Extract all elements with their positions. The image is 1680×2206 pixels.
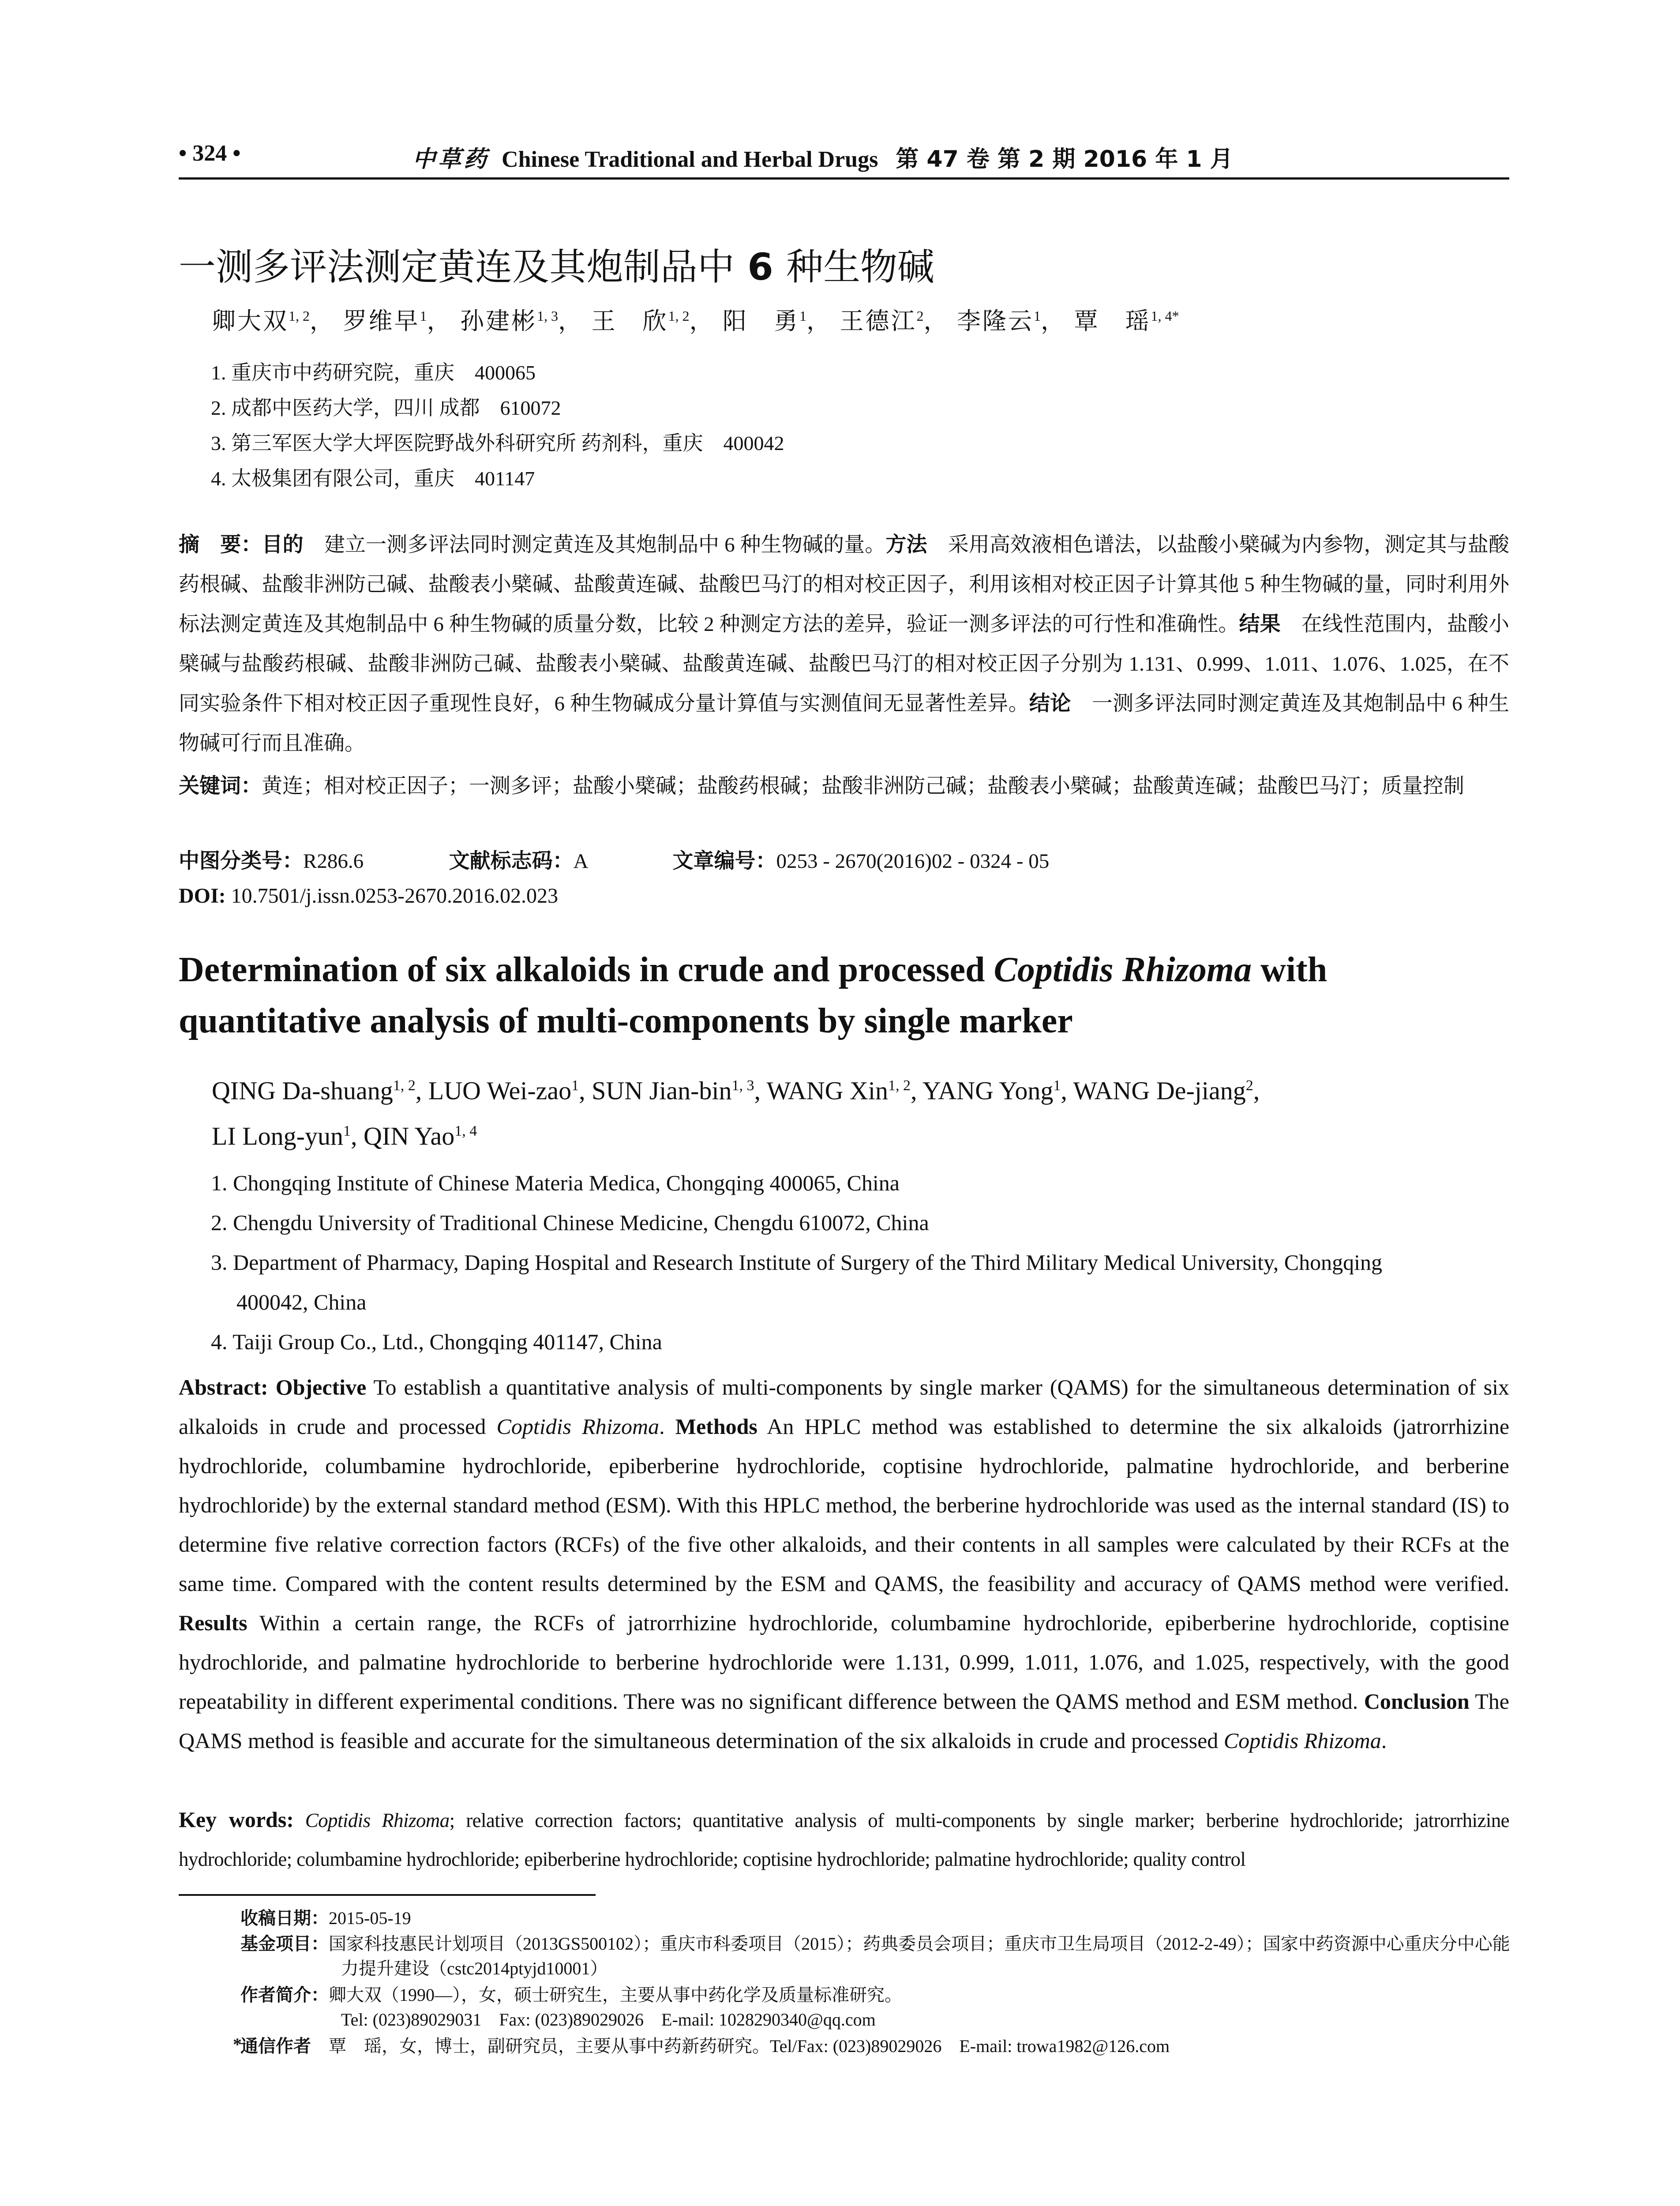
footnote-rule <box>179 1894 596 1896</box>
cn-title-part: 种生物碱 <box>786 245 934 289</box>
author-sep: , <box>579 1076 592 1105</box>
received-label: 收稿日期： <box>240 1908 329 1928</box>
author-sep: , <box>351 1122 364 1151</box>
cn-conclusion-label: 结论 <box>1029 691 1071 716</box>
cn-author: 卿大双 <box>212 308 289 334</box>
author-sup: 2 <box>1245 1077 1253 1094</box>
cn-results-label: 结果 <box>1239 612 1281 636</box>
header-rule <box>179 177 1509 180</box>
received-date: 2015-05-19 <box>329 1908 411 1928</box>
cn-methods-label: 方法 <box>885 533 927 557</box>
footnote-corresponding <box>240 2034 1511 2059</box>
author-sup: 1, 4 <box>454 1123 477 1140</box>
author-bio-label: 作者简介： <box>240 1985 329 2005</box>
cn-abstract-label: 摘 要： <box>179 533 262 557</box>
cn-methods: 采用高效液相色谱法，以盐酸小檗碱为内参物，测定其与盐酸药根碱、盐酸非洲防己碱、盐酸表小檗碱、盐酸黄连碱、盐酸巴马汀的相对校正因子，利用该相对校正因子计算其他 5 种生物碱的量，同时利用外标法测定黄连及其炮制品中 6 种生物碱的质量分数，比较 2 种测定方法的差异，验证一测多评法的可行性和准确性。 <box>179 533 1509 636</box>
cn-author: 李隆云 <box>957 308 1034 334</box>
author-sup: 1 <box>343 1123 351 1140</box>
cn-author: 阳 勇 <box>723 308 799 334</box>
cn-title-number: 6 <box>735 245 786 289</box>
journal-name-cn: 中草药 <box>412 146 490 173</box>
doc-code-label: 文献标志码： <box>449 849 574 873</box>
footnote-received <box>240 1906 1511 1931</box>
en-abstract-label: Abstract: <box>179 1375 268 1399</box>
doi-line <box>179 884 558 908</box>
en-affiliation-line: 1. Chongqing Institute of Chinese Materia Medica, Chongqing 400065, China <box>211 1171 900 1195</box>
en-author: WANG Xin <box>766 1076 888 1105</box>
author-sep: , <box>1061 1076 1073 1105</box>
page-number: • 324 • <box>179 141 241 166</box>
en-title <box>179 944 1509 1047</box>
corresponding-label: 通信作者 <box>240 2036 311 2056</box>
author-sup: 1 <box>799 308 806 324</box>
en-results-label: Results <box>179 1610 248 1635</box>
en-affiliation <box>211 1163 1510 1203</box>
corresponding-text: 覃 瑶，女，博士，副研究员，主要从事中药新药研究。Tel/Fax: (023)89029026 E-mail: trowa1982@126.com <box>311 2036 1170 2056</box>
cn-keywords-text: 黄连；相对校正因子；一测多评；盐酸小檗碱；盐酸药根碱；盐酸非洲防己碱；盐酸表小檗碱；盐酸黄连碱；盐酸巴马汀；质量控制 <box>262 775 1464 798</box>
footnote-fund <box>240 1932 1511 1981</box>
en-title-italic: Coptidis Rhizoma <box>994 950 1252 989</box>
en-affiliation <box>211 1203 1510 1242</box>
en-author: YANG Yong <box>922 1076 1054 1105</box>
en-authors <box>212 1065 1509 1157</box>
en-author: SUN Jian-bin <box>592 1076 732 1105</box>
cn-keywords <box>179 766 1509 806</box>
en-affiliation-line: 4. Taiji Group Co., Ltd., Chongqing 401147, China <box>211 1329 662 1354</box>
author-sup: 1 <box>1053 1077 1061 1094</box>
en-objective-end: . <box>659 1414 675 1439</box>
en-conclusion-label: Conclusion <box>1364 1689 1470 1714</box>
author-sup: 1, 2 <box>888 1077 911 1094</box>
cn-author: 王 欣 <box>591 308 668 334</box>
en-author: LUO Wei-zao <box>428 1076 572 1105</box>
en-affiliation-line: 3. Department of Pharmacy, Daping Hospital and Research Institute of Surgery of the Third Military Medical University, Chongqing <box>211 1250 1382 1275</box>
author-sup: 1, 2 <box>393 1077 416 1094</box>
clc-value: R286.6 <box>303 850 364 873</box>
author-contact: Tel: (023)89029031 Fax: (023)89029026 E-mail: 1028290340@qq.com <box>341 2010 876 2030</box>
en-affiliation <box>211 1322 1510 1362</box>
author-sup: 1 <box>1034 308 1041 324</box>
en-conclusion-end: . <box>1381 1728 1387 1753</box>
journal-name-en: Chinese Traditional and Herbal Drugs <box>502 147 878 172</box>
cn-keywords-label: 关键词： <box>179 774 262 798</box>
en-objective: To establish a quantitative analysis of multi-components by single marker (QAMS) for the simultaneous determination of six alkaloids in crude and processed <box>179 1375 1510 1439</box>
issue-info: 第 47 卷 第 2 期 2016 年 1 月 <box>896 146 1233 173</box>
cn-title-part: 一测多评法测定黄连及其炮制品中 <box>179 245 735 289</box>
author-sep: , <box>910 1076 922 1105</box>
en-objective-italic: Coptidis Rhizoma <box>496 1414 660 1439</box>
en-affiliation <box>211 1242 1510 1322</box>
cn-affiliation: 3. 第三军医大学大坪医院野战外科研究所 药剂科，重庆 400042 <box>211 432 784 454</box>
en-author: LI Long-yun <box>212 1122 343 1151</box>
en-conclusion-italic: Coptidis Rhizoma <box>1223 1728 1381 1753</box>
en-methods-label: Methods <box>675 1414 758 1439</box>
author-sep: , <box>1253 1076 1260 1105</box>
cn-abstract <box>179 525 1509 763</box>
author-sup: 1, 2 <box>289 308 310 324</box>
cn-conclusion: 一测多评法同时测定黄连及其炮制品中 6 种生物碱可行而且准确。 <box>179 692 1510 755</box>
cn-affiliation: 4. 太极集团有限公司，重庆 401147 <box>211 467 535 490</box>
cn-objective-label: 目的 <box>262 533 304 557</box>
en-keywords-text: ; relative correction factors; quantitative analysis of multi-components by single marker; berberine hydrochloride; jatrorrhizine hydrochloride; columbamine hydrochloride; epiberberine hydrochloride; coptisine hydrochloride; palmatine hydrochloride; quality control <box>179 1809 1509 1870</box>
en-keywords <box>179 1800 1509 1879</box>
en-title-part: with quantitative analysis of multi-components by single marker <box>179 950 1328 1040</box>
en-affiliation-line: 400042, China <box>236 1290 367 1314</box>
classification-line <box>179 844 1509 874</box>
en-objective-label: Objective <box>275 1375 367 1399</box>
running-header <box>179 140 1502 171</box>
en-results: Within a certain range, the RCFs of jatrorrhizine hydrochloride, columbamine hydrochloride, epiberberine hydrochloride, coptisine hydrochloride, and palmatine hydrochloride to berberine hydrochloride were 1.131, 0.999, 1.011, 1.076, and 1.025, respectively, with the good repeatability in different experimental conditions. There was no significant difference between the QAMS method and ESM method. <box>179 1610 1509 1714</box>
author-bio-text: 卿大双（1990—），女，硕士研究生，主要从事中药化学及质量标准研究。 <box>329 1985 902 2005</box>
author-sup: 1 <box>571 1077 579 1094</box>
cn-author: 孙建彬 <box>460 308 537 334</box>
author-sup: 2 <box>916 308 924 324</box>
en-keywords-italic: Coptidis Rhizoma <box>293 1809 450 1831</box>
cn-affiliation: 2. 成都中医药大学，四川 成都 610072 <box>211 397 561 419</box>
en-author: WANG De-jiang <box>1073 1076 1246 1105</box>
author-sup: 1, 4* <box>1151 308 1179 324</box>
cn-author: 王德江 <box>840 308 917 334</box>
doi-label: DOI: <box>179 884 226 908</box>
cn-objective: 建立一测多评法同时测定黄连及其炮制品中 6 种生物碱的量。 <box>303 533 886 556</box>
en-affiliation-line: 2. Chengdu University of Traditional Chinese Medicine, Chengdu 610072, China <box>211 1210 929 1235</box>
cn-author: 覃 瑶 <box>1074 308 1151 334</box>
footnote-author <box>240 1983 1511 2032</box>
en-conclusion: The QAMS method is feasible and accurate for the simultaneous determination of the six alkaloids in crude and processed <box>179 1689 1509 1753</box>
cn-affiliation: 1. 重庆市中药研究院，重庆 400065 <box>211 361 536 384</box>
en-keywords-label: Key words: <box>179 1807 294 1832</box>
cn-author: 罗维早 <box>343 308 420 334</box>
author-sup: 1, 2 <box>668 308 690 324</box>
author-sup: 1, 3 <box>537 308 558 324</box>
clc-label: 中图分类号： <box>179 849 303 873</box>
en-title-part: Determination of six alkaloids in crude and processed <box>179 950 994 989</box>
cn-results: 在线性范围内，盐酸小檗碱与盐酸药根碱、盐酸非洲防己碱、盐酸表小檗碱、盐酸黄连碱、盐酸巴马汀的相对校正因子分别为 1.131、0.999、1.011、1.076、1.025，在不同实验条件下相对校正因子重现性良好，6 种生物碱成分量计算值与实测值间无显著性差异。 <box>179 613 1510 715</box>
article-no-label: 文章编号： <box>672 849 776 873</box>
fund-label: 基金项目： <box>240 1934 329 1954</box>
doi-value: 10.7501/j.issn.0253-2670.2016.02.023 <box>225 884 559 908</box>
author-sup: 1 <box>420 308 427 324</box>
author-sep: , <box>754 1076 767 1105</box>
en-methods: An HPLC method was established to determine the six alkaloids (jatrorrhizine hydrochloride, columbamine hydrochloride, epiberberine hydrochloride, coptisine hydrochloride, palmatine hydrochloride, and berberine hydrochloride) by the external standard method (ESM). With this HPLC method, the berberine hydrochloride was used as the internal standard (IS) to determine five relative correction factors (RCFs) of the five other alkaloids, and their contents in all samples were calculated by their RCFs at the same time. Compared with the content results determined by the ESM and QAMS, the feasibility and accuracy of QAMS method were verified. <box>179 1414 1510 1596</box>
article-no-value: 0253 - 2670(2016)02 - 0324 - 05 <box>776 850 1050 873</box>
cn-authors: 卿大双$^{1, 2}$， 罗维早$^1$， 孙建彬$^{1, 3}$， 王 欣$^{1, 2}$， 阳 勇$^1$， 王德江$^2$， 李隆云$^1$， 覃 瑶$^{1, 4*}$ <box>212 308 1179 334</box>
corresponding-star: * <box>233 2034 242 2054</box>
author-sep: , <box>415 1076 428 1105</box>
en-abstract <box>179 1368 1509 1760</box>
author-sup: 1, 3 <box>731 1077 754 1094</box>
journal-line <box>412 140 1533 173</box>
en-author: QING Da-shuang <box>212 1076 393 1105</box>
doc-code-value: A <box>573 850 587 873</box>
en-author: QIN Yao <box>364 1122 455 1151</box>
cn-title <box>179 237 934 291</box>
fund-text: 国家科技惠民计划项目（2013GS500102）；重庆市科委项目（2015）；药典委员会项目；重庆市卫生局项目（2012-2-49）；国家中药资源中心重庆分中心能力提升建设（cstc2014ptyjd10001） <box>329 1934 1510 1978</box>
